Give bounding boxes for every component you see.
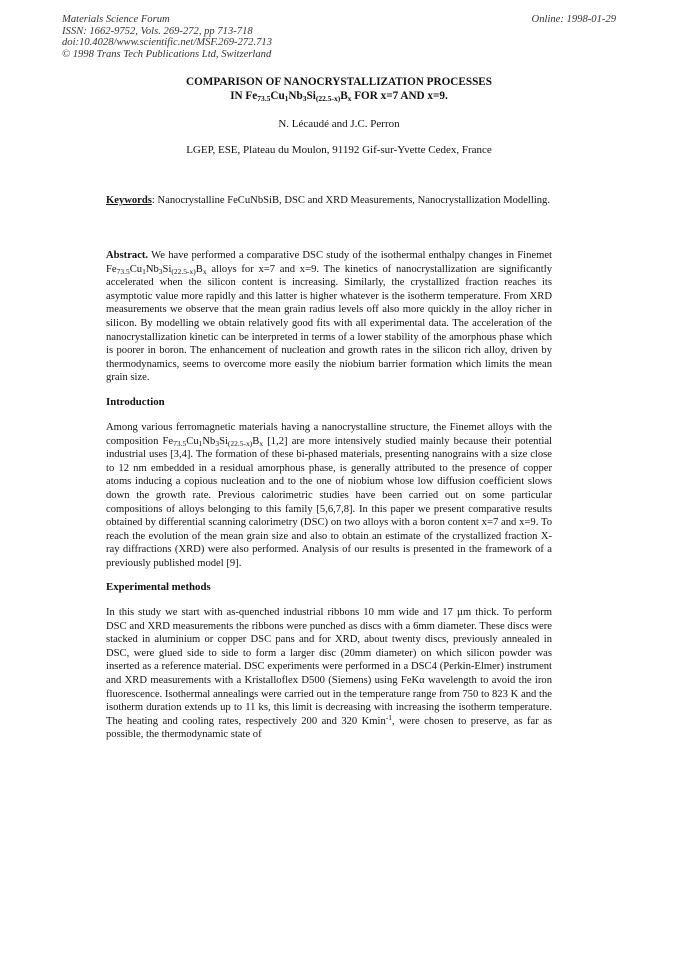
experimental-text: In this study we start with as-quenched industrial ribbons 10 mm wide and 17 µm thick. To perform DSC and XRD measurements the ribbons were punched as discs with a 6mm diameter. These discs were stacked in aluminium or copper DSC pans and for XRD, about twenty discs, previously annealed in DSC, were glued side to side to form a larger disc (20mm diameter) on which silicon powder was inserted as a reference material. DSC experiments were performed in a DSC4 (Perkin-Elmer) instrument and XRD measurements with a Kristalloflex D500 (Siemens) using FeKα wavelength to avoid the iron fluorescence. Isothermal annealings were carried out in the temperature range from 750 to 823 K and the isotherm duration extends up to 11 ks, this limit is decreasing with increasing the isotherm temperature. The heating and cooling rates, respectively 200 and 320 Kmin$^{-1}$, were chosen to preserve, as far as possible, the thermodynamic state of [106,607,552,741]
introduction-heading: Introduction [106,396,165,408]
journal-name: Materials Science Forum [62,14,170,25]
introduction-text: Among various ferromagnetic materials having a nanocrystalline structure, the Finemet alloys with the composition $Fe_{73.5}Cu_1Nb_3Si_{(22.5-x)}B_x$ [1,2] are more intensively studied mainly because their potential industrial uses [3,4]. The formation of these bi-phased materials, presenting nanograins with a size close to 12 nm embedded in a residual amorphous phase, is generally attributed to the presence of copper atoms inducing a copious nucleation and to the one of niobium whose low diffusion coefficient slows down the growth rate. Previous calorimetric studies have been carried out on some particular compositions of alloys belonging to this family [5,6,7,8]. In this paper we present comparative results obtained by differential scanning calorimetry (DSC) on two alloys with a boron content x=7 and x=9. To reach the evolution of the mean grain size and also to obtain an estimate of the crystallized fraction X-ray diffractions (XRD) were also performed. Analysis of our results is presented in the framework of a previously published model [9]. [106,422,552,569]
experimental-heading: Experimental methods [106,581,211,593]
abstract-label: Abstract. [106,250,149,261]
affiliation: LGEP, ESE, Plateau du Moulon, 91192 Gif-sur-Yvette Cedex, France [186,144,492,156]
keywords-text: : Nanocrystalline FeCuNbSiB, DSC and XRD Measurements, Nanocrystallization Modelling. [151,195,550,206]
title-line-2: IN $Fe_{73.5}Cu_1Nb_3Si_{(22.5-x)}B_x$ FOR x=7 AND x=9. [230,89,448,103]
keywords-label: Keywords [106,195,152,206]
title-line-1: COMPARISON OF NANOCRYSTALLIZATION PROCESSES [186,76,492,88]
doi-line: doi:10.4028/www.scientific.net/MSF.269-272.713 [62,37,272,49]
abstract: Abstract. We have performed a comparative DSC study of the isothermal enthalpy changes in Finemet $Fe_{73.5}Cu_1Nb_3Si_{(22.5-x)}B_x$ alloys for x=7 and x=9. The kinetics of nanocrystallization are significantly accelerated when the silicon content is increasing. Similarly, the crystallized fraction reaches its asymptotic value more rapidly and this latter is higher whatever is the isotherm temperature. From XRD measurements we observe that the mean grain radius levels off also more quickly in the alloy richer in silicon. By modelling we obtain relatively good fits with all experimental data. The acceleration of the nanocrystallization kinetic can be interpreted in terms of a lower stability of the amorphous phase which is poorer in boron. The enhancement of nucleation and growth rates in the silicon rich alloy, driven by thermodynamics, seems to overcome more easily the niobium barrier formation which limits the mean grain size. [106,250,552,384]
journal-meta [62,14,272,60]
issn-line: ISSN: 1662-9752, Vols. 269-272, pp 713-718 [62,25,253,37]
online-date: Online: 1998-01-29 [531,14,616,25]
paper-title [0,76,678,103]
authors: N. Lécaudé and J.C. Perron [278,118,400,130]
keywords [106,194,552,208]
copyright-line: © 1998 Trans Tech Publications Ltd, Switzerland [62,48,272,60]
